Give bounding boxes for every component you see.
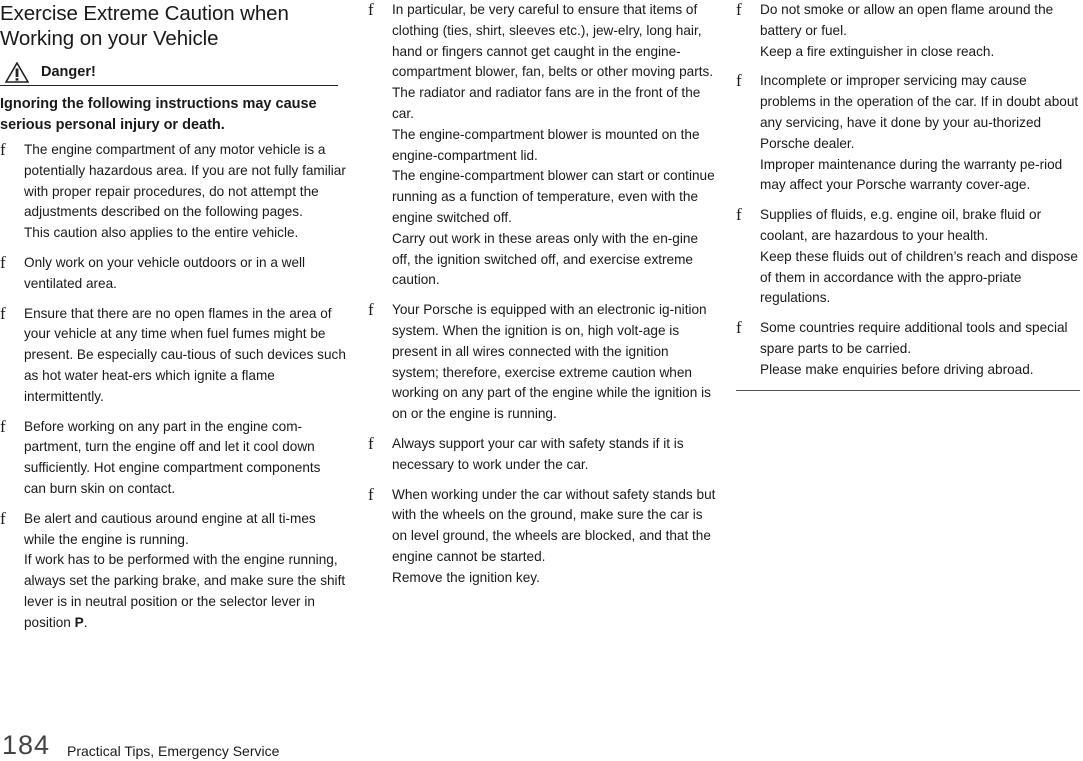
bullet-marker: f — [0, 416, 6, 436]
bullet-marker: f — [736, 205, 742, 225]
caution-list-3 — [736, 0, 1083, 381]
caution-item — [368, 300, 716, 425]
caution-text: The engine-compartment blower can start or continue running as a function of temperature, even with the engine switched off. — [392, 168, 715, 225]
caution-item — [736, 0, 1083, 62]
caution-text: The engine compartment of any motor vehicle is a potentially hazardous area. If you are not fully familiar with proper repair procedures, do not attempt the adjustments described on the following pages. — [24, 142, 346, 220]
caution-text: The radiator and radiator fans are in the front of the car. — [392, 85, 701, 121]
selector-position-p: P — [74, 614, 84, 630]
warning-triangle-icon — [5, 62, 29, 83]
caution-text: Only work on your vehicle outdoors or in a well ventilated area. — [24, 254, 306, 291]
caution-text: Before working on any part in the engine com-partment, turn the engine off and let it cool down sufficiently. Hot engine compartment components can burn skin on contact. — [24, 418, 321, 496]
section-name: Practical Tips, Emergency Service — [67, 743, 280, 759]
caution-text: Always support your car with safety stands if it is necessary to work under the car. — [392, 435, 684, 472]
caution-text: Improper maintenance during the warranty pe-riod may affect your Porsche warranty cover-age. — [760, 156, 1063, 193]
page-heading: Exercise Extreme Caution when Working on your Vehicle — [0, 2, 289, 50]
caution-text: The engine-compartment blower is mounted on the engine-compartment lid. — [392, 126, 700, 163]
danger-label: Danger! — [41, 64, 96, 80]
caution-item — [0, 417, 346, 500]
caution-text: Be alert and cautious around engine at all ti-mes while the engine is running. — [24, 510, 316, 547]
caution-item — [0, 253, 346, 295]
caution-text: Some countries require additional tools and special spare parts to be carried. — [760, 320, 1068, 356]
caution-text: This caution also applies to the entire vehicle. — [24, 225, 299, 241]
caution-text: In particular, be very careful to ensure that items of clothing (ties, shirt, sleeves etc.), jew-elry, long hair, hand or fingers cannot get caught in the engine-compartment blower, fan, belts or other moving parts. — [392, 2, 714, 80]
section-end-rule — [736, 390, 1080, 391]
bullet-marker: f — [368, 484, 374, 504]
column-1 — [0, 0, 346, 643]
caution-item — [368, 0, 716, 291]
bullet-marker: f — [368, 300, 374, 320]
caution-text: Supplies of fluids, e.g. engine oil, brake fluid or coolant, are hazardous to your health. — [760, 207, 1042, 243]
warning-statement: Ignoring the following instructions may cause serious personal injury or death. — [0, 96, 317, 133]
caution-text: Carry out work in these areas only with the en-gine off, the ignition switched off, and exercise extreme caution. — [392, 230, 699, 288]
caution-text: Keep a fire extinguisher in close reach. — [760, 43, 995, 59]
caution-list-2 — [368, 0, 716, 589]
caution-item — [368, 434, 716, 476]
column-3 — [736, 0, 1083, 391]
caution-item — [0, 140, 346, 244]
caution-item — [368, 485, 716, 589]
bullet-marker: f — [0, 252, 6, 272]
caution-item — [736, 71, 1083, 196]
bullet-marker: f — [0, 508, 6, 528]
caution-text — [24, 550, 346, 633]
caution-text-segment: If work has to be performed with the engine running, always set the parking brake, and make sure the shift lever is in neutral position or the selector lever in position — [24, 552, 346, 630]
caution-text: Incomplete or improper servicing may cause problems in the operation of the car. If in doubt about any servicing, have it done by your au-thorized Porsche dealer. — [760, 73, 1079, 151]
caution-list-1 — [0, 140, 346, 634]
bullet-marker: f — [736, 71, 742, 91]
caution-text: Remove the ignition key. — [392, 569, 540, 585]
bullet-marker: f — [0, 303, 6, 323]
caution-text-segment: . — [83, 614, 88, 630]
bullet-marker: f — [0, 140, 6, 159]
caution-text: Keep these fluids out of children’s reach and dispose of them in accordance with the appro-priate regulations. — [760, 248, 1078, 306]
bullet-marker: f — [736, 0, 742, 19]
bullet-marker: f — [368, 0, 374, 19]
caution-text: Ensure that there are no open flames in the area of your vehicle at any time when fuel fumes might be present. Be especially cau-tious of such devices such as hot water heat-ers which ignite a flame intermittently. — [24, 305, 346, 404]
caution-item — [0, 304, 346, 408]
column-2 — [368, 0, 716, 598]
caution-text: When working under the car without safety stands but with the wheels on the ground, make sure the car is on level ground, the wheels are blocked, and that the engine cannot be started. — [392, 486, 716, 564]
caution-text: Your Porsche is equipped with an electronic ig-nition system. When the ignition is on, high volt-age is present in all wires connected with the ignition system; therefore, exercise extreme caution when working on any part of the engine while the ignition is on or the engine is running. — [392, 302, 711, 422]
page-number: 184 — [2, 730, 51, 760]
caution-text: Please make enquiries before driving abroad. — [760, 361, 1034, 377]
caution-item — [736, 318, 1083, 380]
bullet-marker: f — [736, 318, 742, 338]
caution-item — [0, 509, 346, 634]
caution-text: Do not smoke or allow an open flame around the battery or fuel. — [760, 2, 1054, 38]
danger-banner — [0, 61, 338, 86]
bullet-marker: f — [368, 433, 374, 453]
caution-item — [736, 205, 1083, 309]
